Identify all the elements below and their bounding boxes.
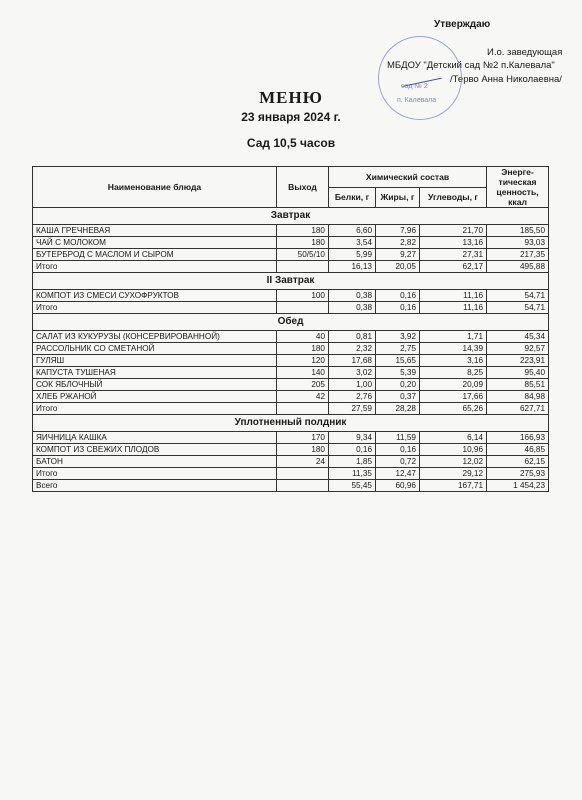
dish-protein: 6,60: [329, 225, 376, 237]
dish-carbs: 6,14: [420, 432, 487, 444]
total-label: Итого: [33, 403, 277, 415]
dish-yield: 170: [277, 432, 329, 444]
total-fat: 20,05: [376, 261, 420, 273]
total-energy: 275,93: [487, 468, 549, 480]
dish-protein: 2,76: [329, 391, 376, 403]
dish-carbs: 14,39: [420, 343, 487, 355]
dish-fat: 5,39: [376, 367, 420, 379]
approval-org: МБДОУ "Детский сад №2 п.Калевала": [387, 60, 555, 71]
grand-total-row: [33, 480, 549, 492]
total-row: [33, 403, 549, 415]
dish-carbs: 11,16: [420, 290, 487, 302]
dish-name: РАССОЛЬНИК СО СМЕТАНОЙ: [33, 343, 277, 355]
total-energy: 627,71: [487, 403, 549, 415]
dish-protein: 1,85: [329, 456, 376, 468]
table-row: [33, 249, 549, 261]
total-protein: 0,38: [329, 302, 376, 314]
menu-date: 23 января 2024 г.: [241, 110, 341, 124]
dish-energy: 166,93: [487, 432, 549, 444]
total-fat: 0,16: [376, 302, 420, 314]
stamp-line-2: п. Калевала: [397, 97, 437, 104]
dish-yield: 24: [277, 456, 329, 468]
grand-total-fat: 60,96: [376, 480, 420, 492]
section-title: Обед: [33, 314, 549, 331]
dish-name: КАША ГРЕЧНЕВАЯ: [33, 225, 277, 237]
dish-name: ГУЛЯШ: [33, 355, 277, 367]
dish-carbs: 1,71: [420, 331, 487, 343]
dish-energy: 223,91: [487, 355, 549, 367]
dish-carbs: 17,66: [420, 391, 487, 403]
grand-total-label: Всего: [33, 480, 277, 492]
dish-yield: 140: [277, 367, 329, 379]
table-row: [33, 290, 549, 302]
total-carbs: 62,17: [420, 261, 487, 273]
table-row: [33, 237, 549, 249]
dish-fat: 0,72: [376, 456, 420, 468]
dish-energy: 185,50: [487, 225, 549, 237]
dish-protein: 0,16: [329, 444, 376, 456]
dish-name: СОК ЯБЛОЧНЫЙ: [33, 379, 277, 391]
dish-energy: 84,98: [487, 391, 549, 403]
dish-name: САЛАТ ИЗ КУКУРУЗЫ (КОНСЕРВИРОВАННОЙ): [33, 331, 277, 343]
dish-protein: 9,34: [329, 432, 376, 444]
total-row: [33, 468, 549, 480]
dish-yield: 100: [277, 290, 329, 302]
table-row: [33, 456, 549, 468]
dish-carbs: 21,70: [420, 225, 487, 237]
total-carbs: 65,26: [420, 403, 487, 415]
menu-table-body: [33, 208, 549, 492]
table-row: [33, 331, 549, 343]
total-label: Итого: [33, 261, 277, 273]
total-protein: 27,59: [329, 403, 376, 415]
total-yield: [277, 261, 329, 273]
total-carbs: 11,16: [420, 302, 487, 314]
dish-yield: 120: [277, 355, 329, 367]
dish-protein: 0,38: [329, 290, 376, 302]
table-row: [33, 391, 549, 403]
total-label: Итого: [33, 302, 277, 314]
menu-heading: [0, 88, 582, 150]
total-yield: [277, 302, 329, 314]
dish-energy: 45,34: [487, 331, 549, 343]
header-chem: Химический состав: [329, 167, 487, 188]
dish-carbs: 8,25: [420, 367, 487, 379]
menu-table: [32, 166, 549, 492]
dish-name: БУТЕРБРОД С МАСЛОМ И СЫРОМ: [33, 249, 277, 261]
grand-total-energy: 1 454,23: [487, 480, 549, 492]
section-title: Завтрак: [33, 208, 549, 225]
total-carbs: 29,12: [420, 468, 487, 480]
dish-carbs: 27,31: [420, 249, 487, 261]
dish-energy: 62,15: [487, 456, 549, 468]
dish-energy: 46,85: [487, 444, 549, 456]
dish-fat: 0,20: [376, 379, 420, 391]
dish-energy: 92,57: [487, 343, 549, 355]
dish-carbs: 20,09: [420, 379, 487, 391]
dish-name: БАТОН: [33, 456, 277, 468]
table-row: [33, 444, 549, 456]
dish-protein: 1,00: [329, 379, 376, 391]
section-row: [33, 208, 549, 225]
dish-yield: 180: [277, 237, 329, 249]
dish-protein: 5,99: [329, 249, 376, 261]
dish-protein: 0,81: [329, 331, 376, 343]
total-yield: [277, 468, 329, 480]
dish-fat: 2,82: [376, 237, 420, 249]
section-row: [33, 314, 549, 331]
dish-protein: 3,54: [329, 237, 376, 249]
dish-name: КАПУСТА ТУШЕНАЯ: [33, 367, 277, 379]
dish-name: ЧАЙ С МОЛОКОМ: [33, 237, 277, 249]
dish-fat: 0,37: [376, 391, 420, 403]
dish-energy: 54,71: [487, 290, 549, 302]
header-fat: Жиры, г: [376, 187, 420, 208]
stamp-line-1: сад № 2: [401, 83, 428, 90]
approval-position: И.о. заведующая: [487, 47, 563, 58]
section-row: [33, 415, 549, 432]
dish-name: КОМПОТ ИЗ СВЕЖИХ ПЛОДОВ: [33, 444, 277, 456]
dish-carbs: 12,02: [420, 456, 487, 468]
table-row: [33, 432, 549, 444]
total-row: [33, 261, 549, 273]
total-energy: 495,88: [487, 261, 549, 273]
dish-yield: 50/5/10: [277, 249, 329, 261]
header-dish: Наименование блюда: [33, 167, 277, 208]
grand-total-carbs: 167,71: [420, 480, 487, 492]
section-row: [33, 273, 549, 290]
dish-energy: 93,03: [487, 237, 549, 249]
table-row: [33, 225, 549, 237]
dish-yield: 40: [277, 331, 329, 343]
header-energy: Энерге- тическая ценность, ккал: [487, 167, 549, 208]
dish-yield: 42: [277, 391, 329, 403]
table-row: [33, 379, 549, 391]
dish-fat: 11,59: [376, 432, 420, 444]
dish-fat: 9,27: [376, 249, 420, 261]
dish-energy: 95,40: [487, 367, 549, 379]
table-row: [33, 355, 549, 367]
dish-energy: 217,35: [487, 249, 549, 261]
dish-yield: 205: [277, 379, 329, 391]
table-row: [33, 343, 549, 355]
dish-yield: 180: [277, 225, 329, 237]
total-protein: 16,13: [329, 261, 376, 273]
dish-fat: 15,65: [376, 355, 420, 367]
dish-carbs: 3,16: [420, 355, 487, 367]
dish-name: ХЛЕБ РЖАНОЙ: [33, 391, 277, 403]
dish-name: ЯИЧНИЦА КАШКА: [33, 432, 277, 444]
menu-group: Сад 10,5 часов: [246, 136, 336, 150]
dish-yield: 180: [277, 343, 329, 355]
total-protein: 11,35: [329, 468, 376, 480]
dish-fat: 3,92: [376, 331, 420, 343]
menu-title: МЕНЮ: [259, 88, 323, 107]
total-fat: 28,28: [376, 403, 420, 415]
dish-protein: 2,32: [329, 343, 376, 355]
dish-yield: 180: [277, 444, 329, 456]
dish-protein: 17,68: [329, 355, 376, 367]
grand-total-yield: [277, 480, 329, 492]
dish-carbs: 13,16: [420, 237, 487, 249]
approval-name: /Терво Анна Николаевна/: [450, 74, 562, 85]
total-yield: [277, 403, 329, 415]
total-energy: 54,71: [487, 302, 549, 314]
dish-fat: 0,16: [376, 444, 420, 456]
total-row: [33, 302, 549, 314]
section-title: Уплотненный полдник: [33, 415, 549, 432]
header-carbs: Углеводы, г: [420, 187, 487, 208]
dish-name: КОМПОТ ИЗ СМЕСИ СУХОФРУКТОВ: [33, 290, 277, 302]
dish-fat: 0,16: [376, 290, 420, 302]
dish-fat: 7,96: [376, 225, 420, 237]
approval-title: Утверждаю: [434, 19, 491, 30]
dish-carbs: 10,96: [420, 444, 487, 456]
dish-energy: 85,51: [487, 379, 549, 391]
dish-fat: 2,75: [376, 343, 420, 355]
total-label: Итого: [33, 468, 277, 480]
section-title: II Завтрак: [33, 273, 549, 290]
header-protein: Белки, г: [329, 187, 376, 208]
header-yield: Выход: [277, 167, 329, 208]
table-row: [33, 367, 549, 379]
total-fat: 12,47: [376, 468, 420, 480]
grand-total-protein: 55,45: [329, 480, 376, 492]
dish-protein: 3,02: [329, 367, 376, 379]
